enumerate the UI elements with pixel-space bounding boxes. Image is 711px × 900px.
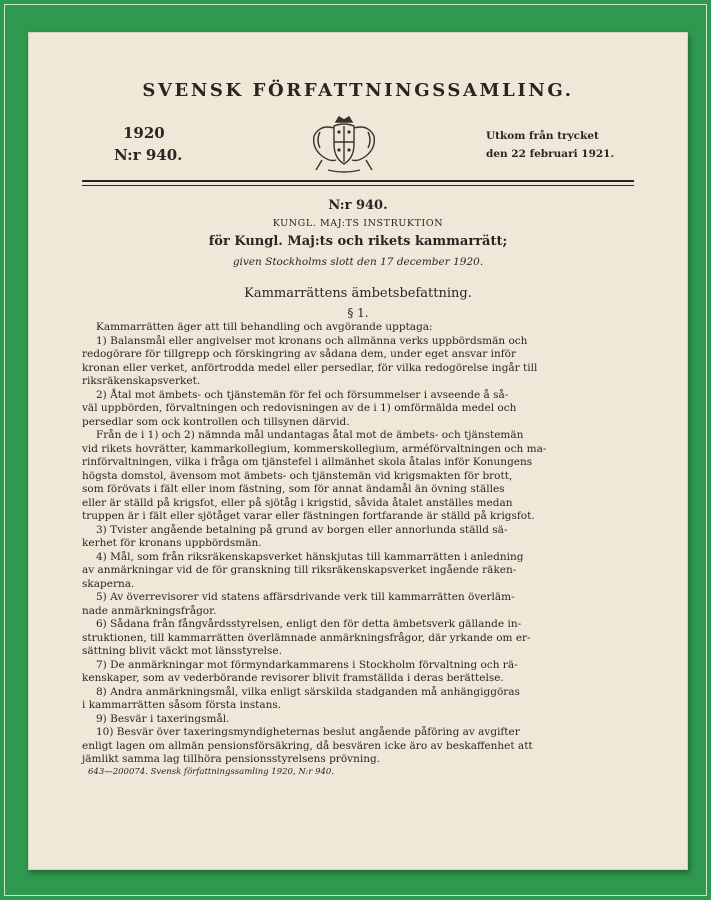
section-heading: Kammarrättens ämbetsbefattning. <box>244 286 472 301</box>
body-line: struktionen, till kammarrätten överlämnade anmärkningsfrågor, där yrkande om er- <box>82 631 531 644</box>
body-line: vid rikets hovrätter, kammarkollegium, kommerskollegium, arméförvaltningen och ma- <box>82 442 547 455</box>
instruction-label: KUNGL. MAJ:TS INSTRUKTION <box>272 218 444 229</box>
body-line: 3) Tvister angående betalning på grund av borgen eller annorlunda ställd sä- <box>96 523 508 536</box>
issue-year: 1920 <box>123 124 165 142</box>
body-line: 8) Andra anmärkningsmål, vilka enligt särskilda stadganden må anhängiggöras <box>96 685 520 698</box>
body-text <box>82 321 640 767</box>
published-line-2: den 22 februari 1921. <box>486 148 615 160</box>
body-line: redogörare för tillgrepp och förskingring av sådana dem, under eget ansvar inför <box>82 348 517 360</box>
body-line: nade anmärkningsfrågor. <box>82 604 217 617</box>
body-line: 9) Besvär i taxeringsmål. <box>96 712 230 725</box>
document-page <box>28 32 688 870</box>
body-line: sättning blivit väckt mot länsstyrelse. <box>82 645 282 657</box>
body-line: 7) De anmärkningar mot förmyndarkammarens i Stockholm förvaltning och rä- <box>96 658 518 671</box>
body-line: 2) Åtal mot ämbets- och tjänstemän för fel och försummelser i avseende å så- <box>96 388 509 401</box>
body-line: som förövats i fält eller inom fästning, som för annat ändamål än övning ställes <box>82 483 505 495</box>
body-line: kenskaper, som av vederbörande revisorer blivit framställda i deras berättelse. <box>82 672 504 684</box>
body-line: högsta domstol, ävensom mot ämbets- och tjänstemän vid krigsmakten för brott, <box>82 469 513 482</box>
body-line: kronan eller verket, anförtrodda medel eller persedlar, för vilka redogörelse ingår till <box>82 361 538 374</box>
issue-number: N:r 940. <box>114 146 183 164</box>
body-line: 6) Sådana från fångvårdsstyrelsen, enligt den för detta ämbetsverk gällande in- <box>96 618 522 630</box>
body-line: av anmärkningar vid de för granskning till riksräkenskapsverket ingående räken- <box>82 564 517 576</box>
body-line: 1) Balansmål eller angivelser mot kronans och allmänna verks uppbördsmän och <box>96 334 528 347</box>
body-line: i kammarrätten såsom första instans. <box>82 699 282 711</box>
body-line: skaperna. <box>82 577 135 590</box>
body-line: jämlikt samma lag tillhöra pensionsstyrelsens prövning. <box>82 753 381 765</box>
body-line: 4) Mål, som från riksräkenskapsverket hänskjutas till kammarrätten i anledning <box>96 550 524 563</box>
body-line: persedlar som ock kontrollen och tillsynen därvid. <box>82 415 350 428</box>
given-line: given Stockholms slott den 17 december 1920. <box>232 256 484 268</box>
paragraph-number: § 1. <box>347 306 369 320</box>
body-line: eller är ställd på krigsfot, eller på sjötåg i krigstid, såvida åtalet anställes medan <box>82 496 513 509</box>
body-line: kerhet för kronans uppbördsmän. <box>82 537 262 549</box>
body-line: truppen är i fält eller sjötåget varar eller fästningen fortfarande är ställd på krigsfot. <box>82 510 535 522</box>
footer-imprint: 643—200074. Svensk författningssamling 1920, N:r 940. <box>88 767 335 777</box>
published-line-1: Utkom från trycket <box>486 130 599 142</box>
body-line: riksräkenskapsverket. <box>82 375 201 387</box>
coat-of-arms-icon <box>306 114 382 176</box>
document-title: för Kungl. Maj:ts och rikets kammarrätt; <box>208 234 508 249</box>
masthead-title: SVENSK FÖRFATTNINGSSAMLING. <box>142 80 574 101</box>
body-line: enligt lagen om allmän pensionsförsäkring, då besvären icke äro av beskaffenhet att <box>82 739 533 752</box>
body-line: 5) Av överrevisorer vid statens affärsdrivande verk till kammarrätten överläm- <box>96 591 515 603</box>
body-line: Från de i 1) och 2) nämnda mål undantagas åtal mot de ämbets- och tjänstemän <box>96 429 524 441</box>
document-number: N:r 940. <box>328 198 388 213</box>
body-line: rinförvaltningen, vilka i fråga om tjänstefel i allmänhet skola åtalas inför Konungens <box>82 456 533 468</box>
body-line: Kammarrätten äger att till behandling och avgörande upptaga: <box>96 321 433 333</box>
header-rule-thin <box>82 185 634 186</box>
body-line: 10) Besvär över taxeringsmyndigheternas beslut angående påföring av avgifter <box>96 726 520 738</box>
header-rule-thick <box>82 180 634 182</box>
body-line: väl uppbörden, förvaltningen och redovisningen av de i 1) omförmälda medel och <box>82 402 517 414</box>
